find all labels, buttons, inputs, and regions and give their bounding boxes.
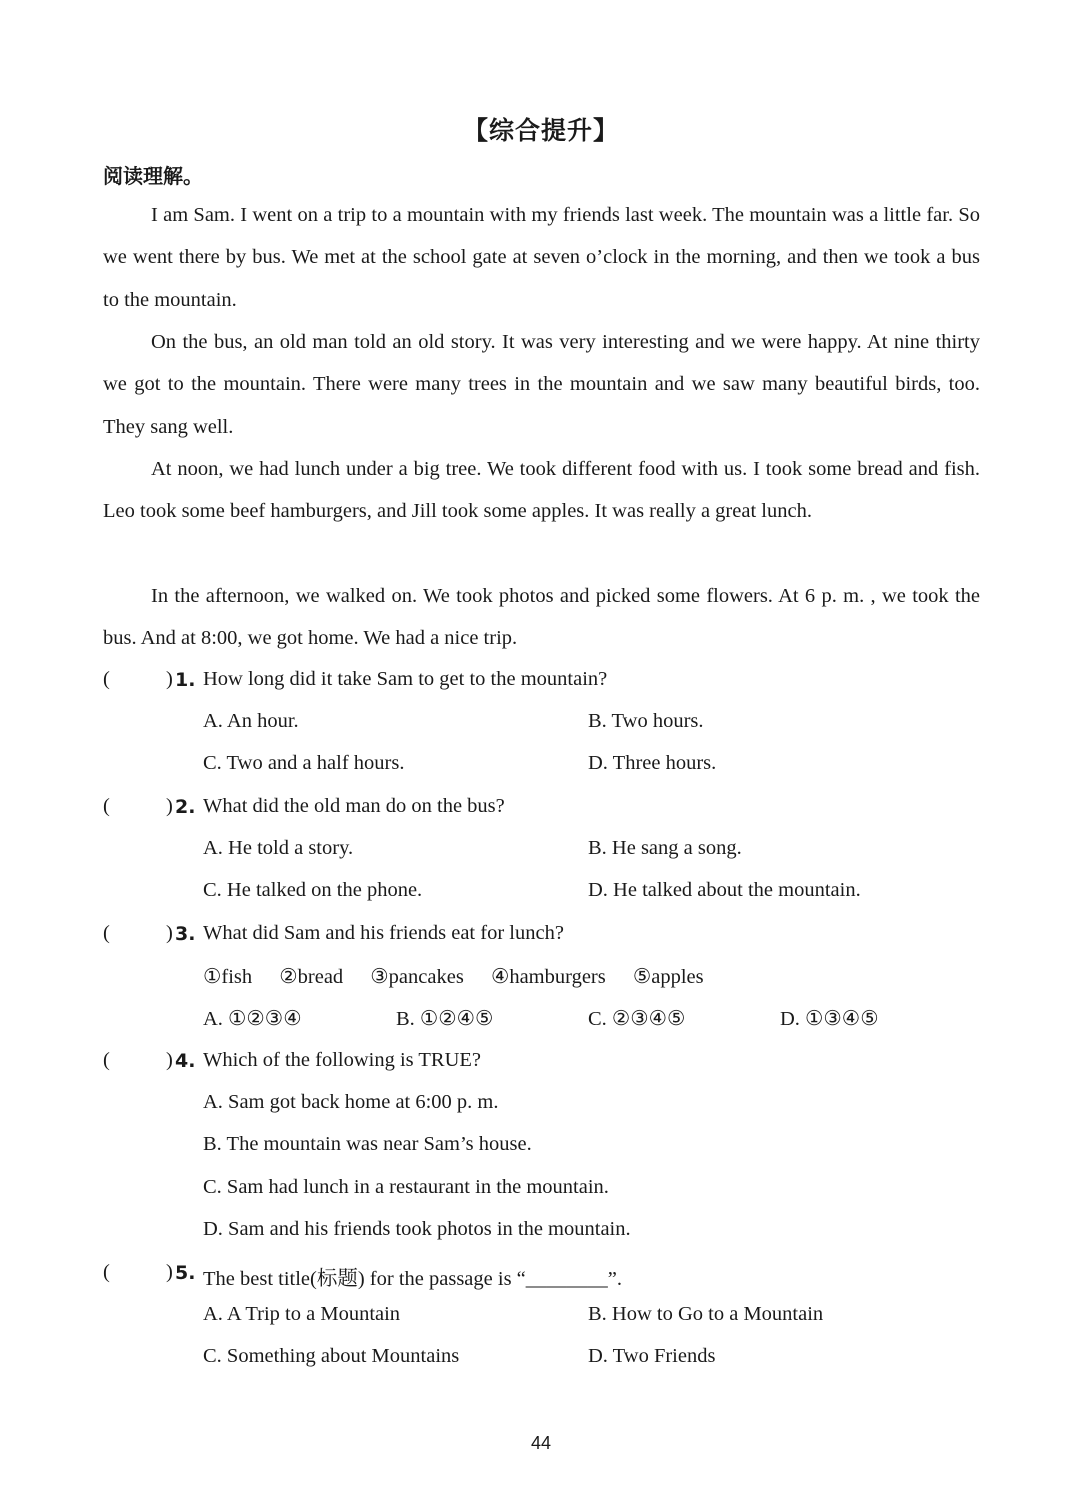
- question-text: What did the old man do on the bus?: [203, 795, 505, 817]
- option-d: D. Sam and his friends took photos in the mountain.: [203, 1218, 631, 1240]
- option-a: A. An hour.: [203, 710, 299, 732]
- option-a: A. Sam got back home at 6:00 p. m.: [203, 1091, 499, 1113]
- answer-blank-close: ): [166, 668, 173, 690]
- option-b: B. How to Go to a Mountain: [588, 1303, 824, 1325]
- option-b: B. He sang a song.: [588, 837, 742, 859]
- food-item: ②bread: [279, 966, 344, 988]
- passage-paragraph-2: On the bus, an old man told an old story. It was very interesting and we were happy. At nine thirty we got to the mountain. There were many trees in the mountain and we saw many beautiful birds, too. They sang well.: [103, 331, 980, 438]
- page-number: 44: [530, 1433, 552, 1453]
- option-b: B. ①②④⑤: [396, 1008, 494, 1030]
- answer-blank-open: (: [103, 1049, 110, 1071]
- question-number: 4.: [175, 1050, 196, 1072]
- option-b: B. The mountain was near Sam’s house.: [203, 1133, 532, 1155]
- option-a: A. He told a story.: [203, 837, 354, 859]
- food-item: ⑤apples: [632, 966, 704, 988]
- passage-paragraph-3: At noon, we had lunch under a big tree. We took different food with us. I took some bread and fish. Leo took some beef hamburgers, and Jill took some apples. It was really a great lunch.: [103, 458, 980, 523]
- question-text: How long did it take Sam to get to the mountain?: [203, 668, 608, 690]
- food-item: ④hamburgers: [490, 966, 606, 988]
- answer-blank-open: (: [103, 795, 110, 817]
- option-c: C. Two and a half hours.: [203, 752, 405, 774]
- question-number: 5.: [175, 1262, 196, 1284]
- option-d: D. Three hours.: [588, 752, 717, 774]
- passage-paragraph-1: I am Sam. I went on a trip to a mountain with my friends last week. The mountain was a little far. So we went there by bus. We met at the school gate at seven o’clock in the morning, and then we took a bus to the mountain.: [103, 204, 980, 311]
- option-d: D. ①③④⑤: [780, 1008, 879, 1030]
- passage-paragraph-4: In the afternoon, we walked on. We took photos and picked some flowers. At 6 p. m. , we took the bus. And at 8:00, we got home. We had a nice trip.: [103, 585, 980, 650]
- option-b: B. Two hours.: [588, 710, 704, 732]
- option-a: A. A Trip to a Mountain: [203, 1303, 401, 1325]
- option-c: C. ②③④⑤: [588, 1008, 686, 1030]
- option-d: D. Two Friends: [588, 1345, 716, 1367]
- question-text: The best title(标题) for the passage is “________”.: [203, 1268, 622, 1290]
- answer-blank-open: (: [103, 1261, 110, 1283]
- answer-blank-close: ): [166, 922, 173, 944]
- option-a: A. ①②③④: [203, 1008, 302, 1030]
- food-item: ①fish: [203, 966, 253, 988]
- food-item-list: [203, 964, 726, 989]
- question-text: What did Sam and his friends eat for lunch?: [203, 922, 564, 944]
- answer-blank-close: ): [166, 1261, 173, 1283]
- question-number: 3.: [175, 923, 196, 945]
- question-number: 2.: [175, 796, 196, 818]
- answer-blank-open: (: [103, 922, 110, 944]
- option-c: C. Something about Mountains: [203, 1345, 460, 1367]
- answer-blank-close: ): [166, 795, 173, 817]
- option-d: D. He talked about the mountain.: [588, 879, 861, 901]
- option-c: C. Sam had lunch in a restaurant in the mountain.: [203, 1176, 609, 1198]
- section-title: 【综合提升】: [462, 116, 619, 145]
- option-c: C. He talked on the phone.: [203, 879, 423, 901]
- answer-blank-close: ): [166, 1049, 173, 1071]
- question-number: 1.: [175, 669, 196, 691]
- food-item: ③pancakes: [370, 966, 464, 988]
- answer-blank-open: (: [103, 668, 110, 690]
- reading-instruction: 阅读理解。: [103, 164, 203, 188]
- question-text: Which of the following is TRUE?: [203, 1049, 482, 1071]
